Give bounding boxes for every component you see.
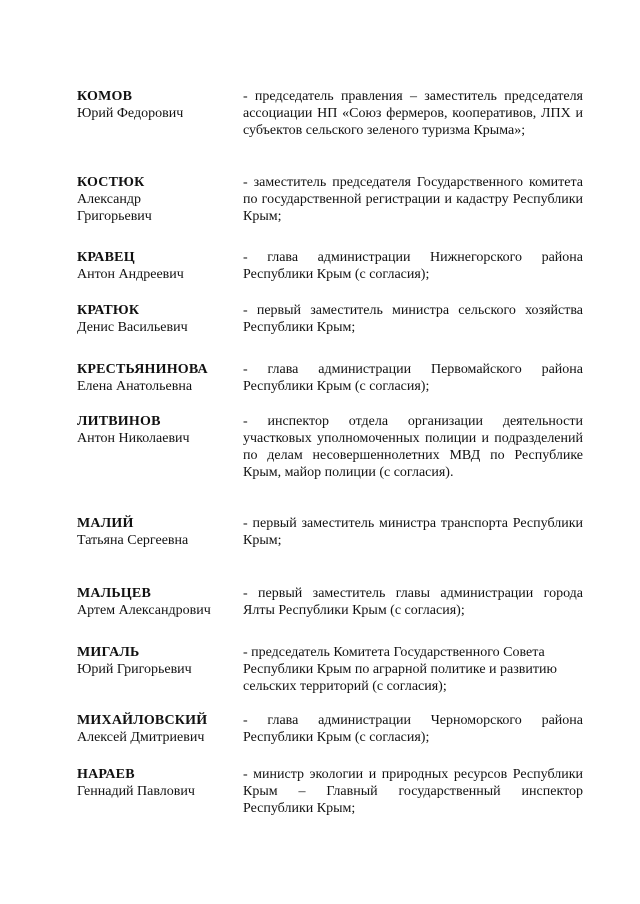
member-name [77, 361, 237, 395]
member-surname: КРАВЕЦ [77, 250, 135, 265]
member-given-name: Юрий Федорович [77, 106, 184, 121]
member-position: - председатель Комитета Государственного Совета Республики Крым по аграрной политике и развитию сельских территорий (с согласия); [243, 645, 557, 694]
member-given-name: Денис Васильевич [77, 320, 188, 335]
member-name [77, 302, 237, 336]
member-position: - глава администрации Первомайского района Республики Крым (с согласия); [243, 362, 583, 394]
member-position: - инспектор отдела организации деятельности участковых уполномоченных полиции и подразделений по делам несовершеннолетних МВД по Республике Крым, майор полиции (с согласия). [243, 414, 583, 480]
member-given-name: Антон Андреевич [77, 267, 184, 282]
member-name [77, 413, 237, 447]
member-name [77, 249, 237, 283]
member-position: - председатель правления – заместитель председателя ассоциации НП «Союз фермеров, кооперативов, ЛПХ и субъектов сельского зеленого туризма Крыма»; [243, 89, 583, 138]
member-surname: МАЛЬЦЕВ [77, 586, 151, 601]
member-given-name: Алексей Дмитриевич [77, 730, 205, 745]
member-given-name: Елена Анатольевна [77, 379, 193, 394]
member-surname: МИГАЛЬ [77, 645, 140, 660]
member-surname: МАЛИЙ [77, 516, 134, 531]
member-name [77, 712, 237, 746]
member-surname: НАРАЕВ [77, 767, 135, 782]
member-given-name: Татьяна Сергеевна [77, 533, 189, 548]
member-position: - глава администрации Нижнегорского района Республики Крым (с согласия); [243, 250, 583, 282]
member-surname: КОМОВ [77, 89, 133, 104]
member-position: - первый заместитель главы администрации города Ялты Республики Крым (с согласия); [243, 586, 583, 618]
member-name [77, 88, 237, 122]
member-given-name: Геннадий Павлович [77, 784, 195, 799]
member-surname: МИХАЙЛОВСКИЙ [77, 713, 208, 728]
member-surname: ЛИТВИНОВ [77, 414, 161, 429]
member-position: - министр экологии и природных ресурсов Республики Крым – Главный государственный инспектор Республики Крым; [243, 767, 583, 816]
member-name [77, 585, 237, 619]
member-position: - заместитель председателя Государственного комитета по государственной регистрации и кадастру Республики Крым; [243, 175, 583, 224]
member-surname: КРАТЮК [77, 303, 140, 318]
member-name [77, 766, 237, 800]
member-name [77, 644, 237, 678]
member-surname: КРЕСТЬЯНИНОВА [77, 362, 208, 377]
member-given-name: Александр Григорьевич [77, 192, 152, 224]
member-surname: КОСТЮК [77, 175, 145, 190]
member-name [77, 174, 187, 225]
member-given-name: Юрий Григорьевич [77, 662, 192, 677]
member-name [77, 515, 237, 549]
member-given-name: Антон Николаевич [77, 431, 190, 446]
member-given-name: Артем Александрович [77, 603, 211, 618]
member-position: - глава администрации Черноморского района Республики Крым (с согласия); [243, 713, 583, 745]
member-position: - первый заместитель министра транспорта Республики Крым; [243, 516, 583, 548]
member-position: - первый заместитель министра сельского хозяйства Республики Крым; [243, 303, 583, 335]
